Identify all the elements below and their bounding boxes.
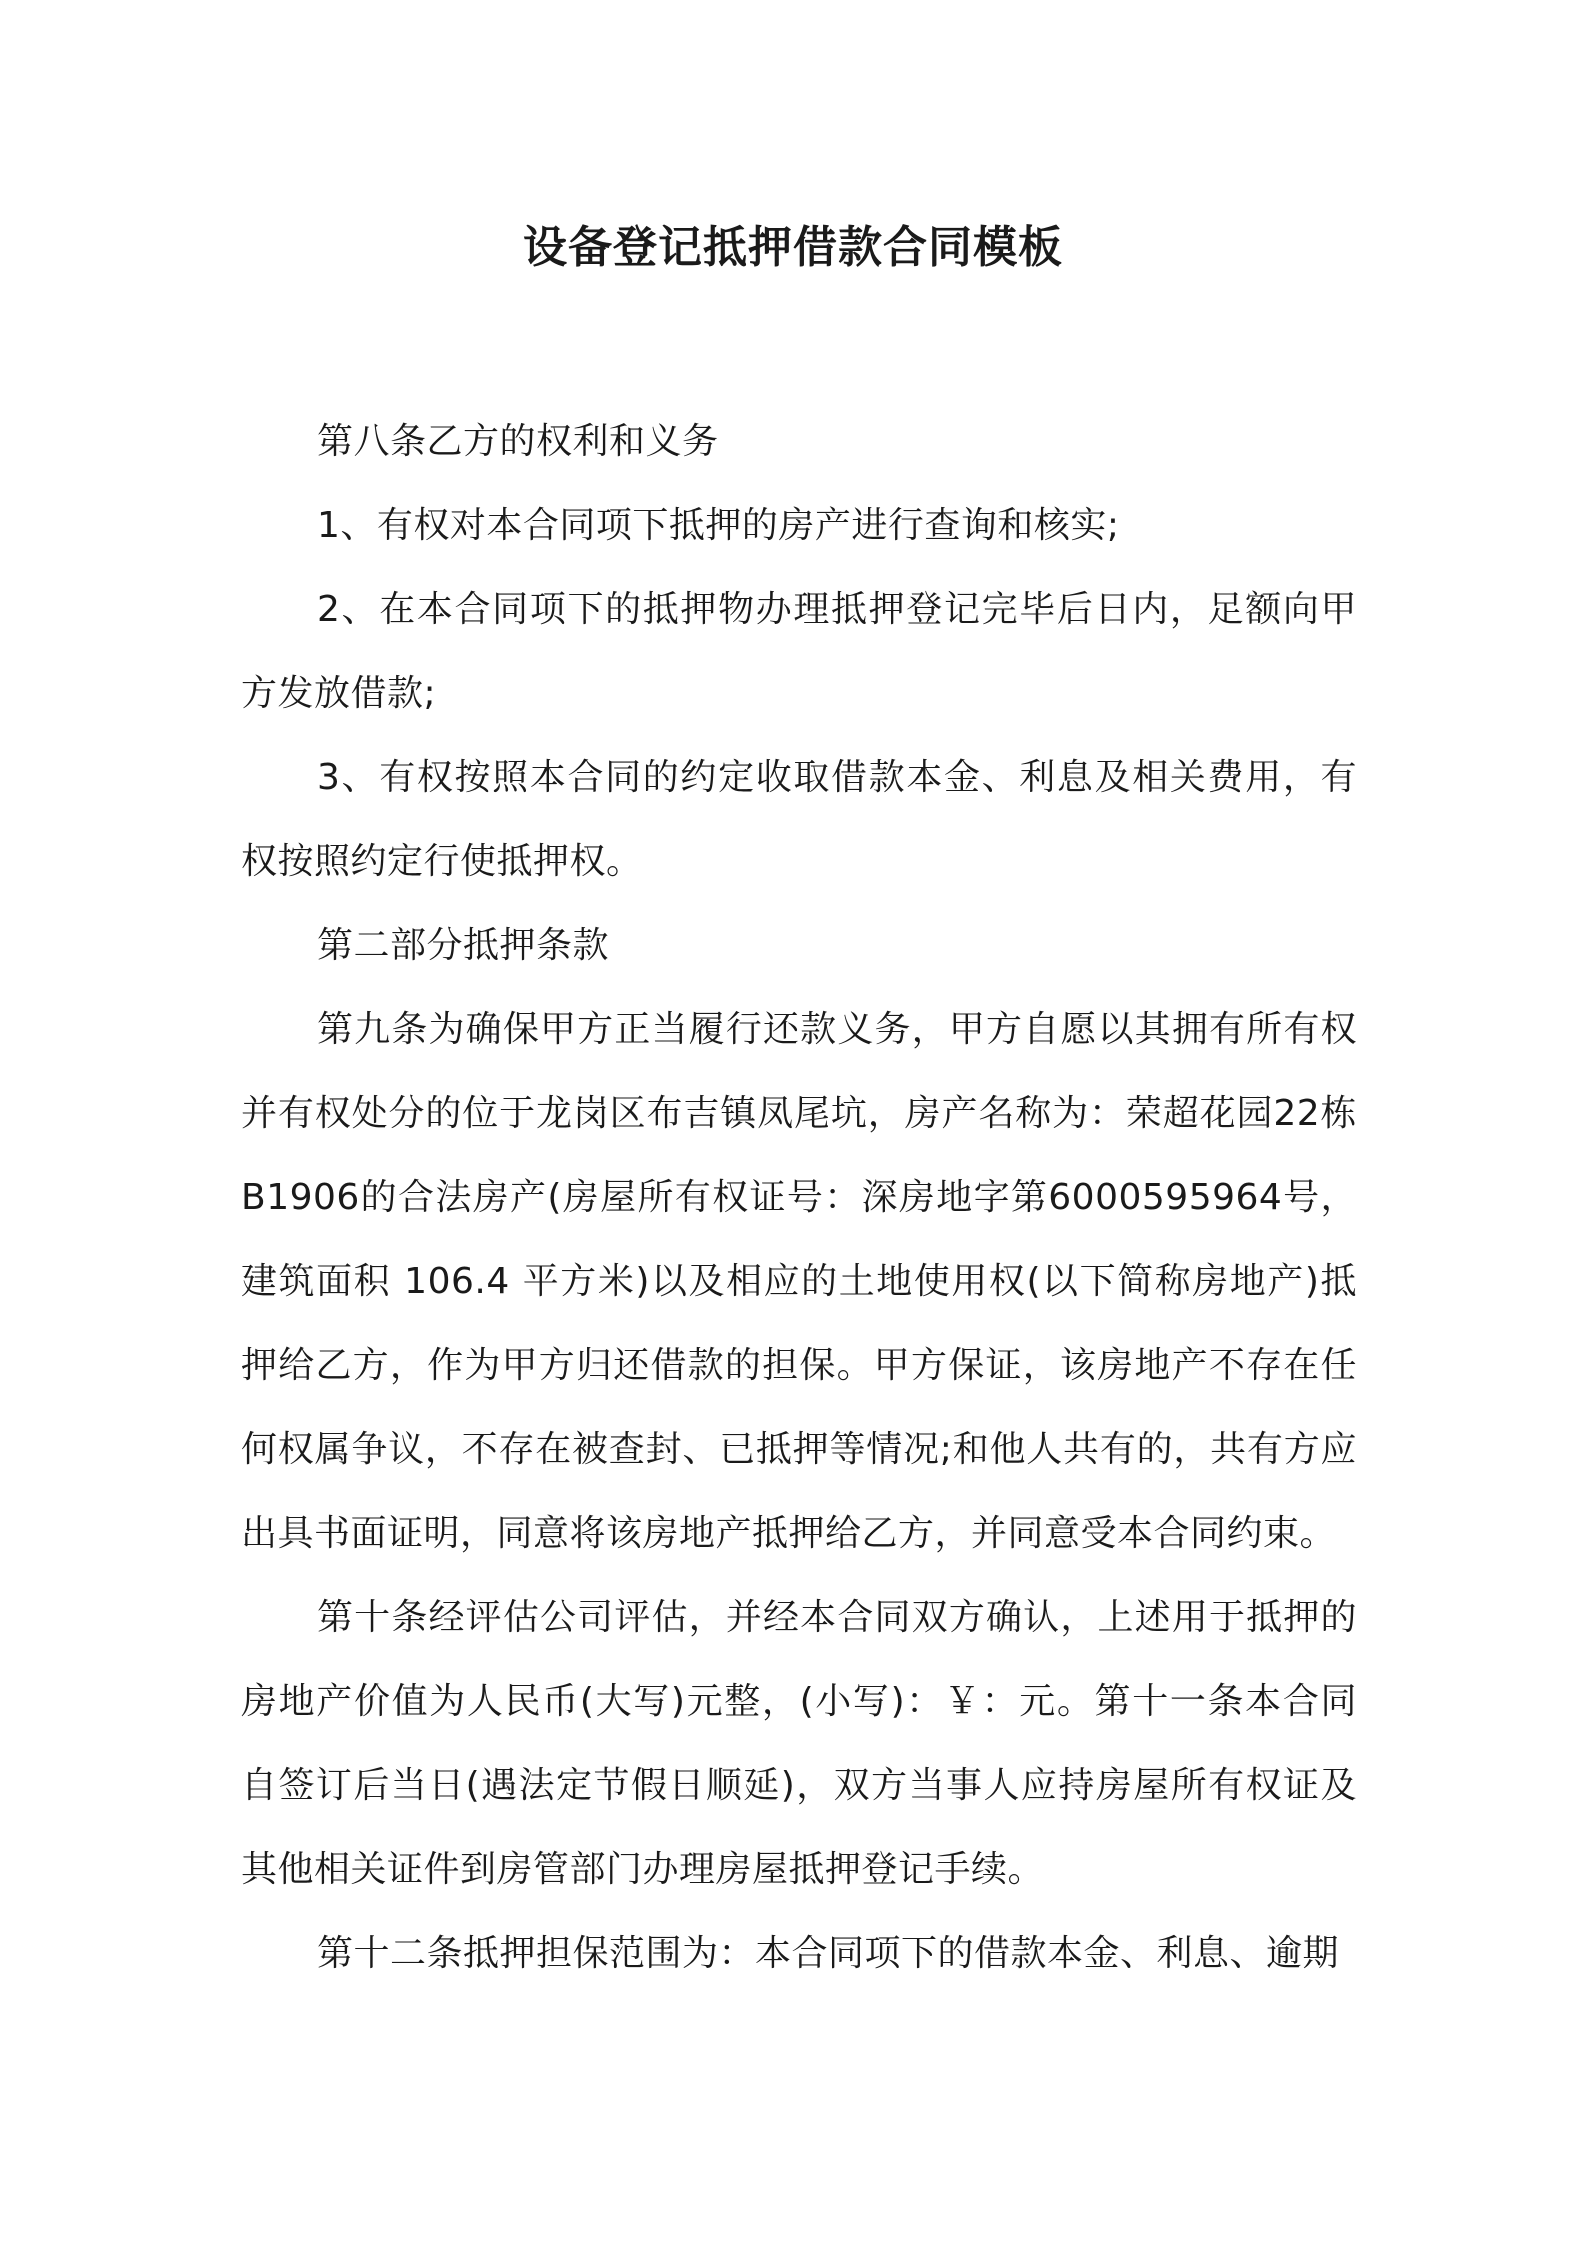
document-body [241,400,1357,1996]
paragraph-article-8-item-1: 1、有权对本合同项下抵押的房产进行查询和核实; [317,505,1120,546]
document-title: 设备登记抵押借款合同模板 [523,222,1063,273]
paragraph-article-9: 第九条为确保甲方正当履行还款义务，甲方自愿以其拥有所有权并有权处分的位于龙岗区布吉镇凤尾坑，房产名称为：荣超花园22栋B1906的合法房产(房屋所有权证号：深房地字第6000595964号，建筑面积 106.4 平方米)以及相应的土地使用权(以下简称房地产)抵押给乙方，作为甲方归还借款的担保。甲方保证，该房地产不存在任何权属争议，不存在被查封、已抵押等情况;和他人共有的，共有方应出具书面证明，同意将该房地产抵押给乙方，并同意受本合同约束。 [241,1009,1357,1554]
paragraph-part-2-heading: 第二部分抵押条款 [317,925,610,966]
paragraph-article-8-item-2: 2、在本合同项下的抵押物办理抵押登记完毕后日内，足额向甲方发放借款; [241,589,1357,714]
paragraph-article-8-item-3: 3、有权按照本合同的约定收取借款本金、利息及相关费用，有权按照约定行使抵押权。 [241,757,1357,882]
paragraph-article-12: 第十二条抵押担保范围为：本合同项下的借款本金、利息、逾期 [317,1933,1340,1974]
paragraph-article-10-11: 第十条经评估公司评估，并经本合同双方确认，上述用于抵押的房地产价值为人民币(大写)元整，(小写)：￥：元。第十一条本合同自签订后当日(遇法定节假日顺延)，双方当事人应持房屋所有权证及其他相关证件到房管部门办理房屋抵押登记手续。 [241,1597,1357,1890]
paragraph-article-8-heading: 第八条乙方的权利和义务 [317,421,719,462]
